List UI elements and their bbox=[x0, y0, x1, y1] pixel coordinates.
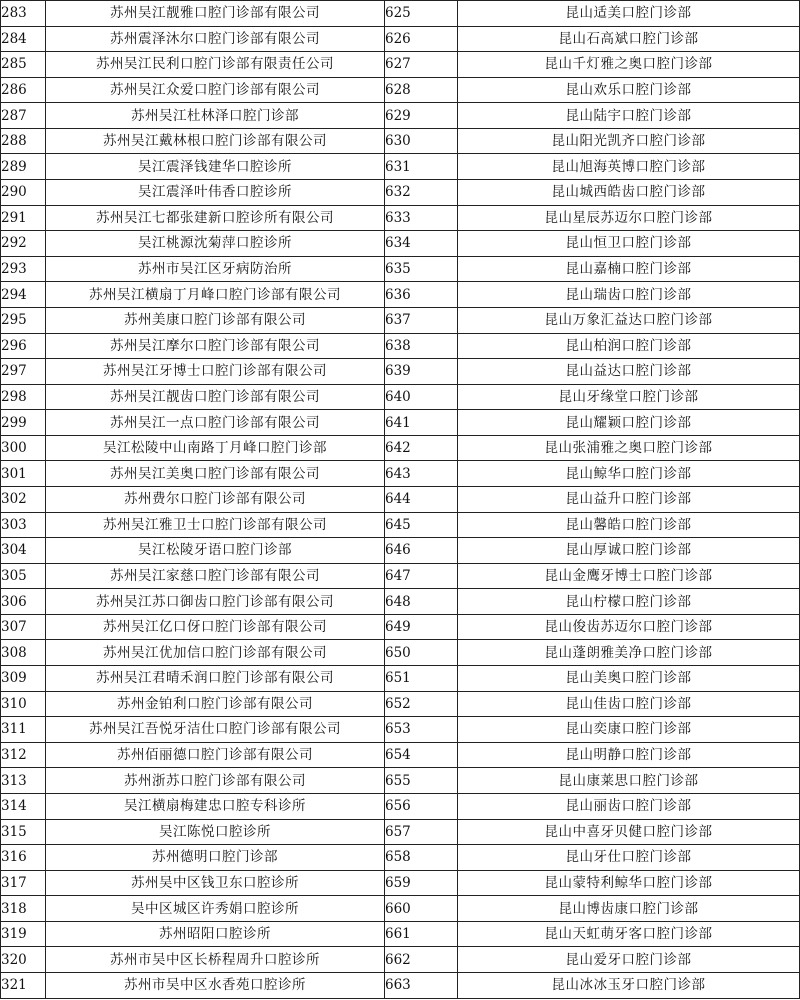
clinic-name-left: 吴江震泽叶伟香口腔诊所 bbox=[46, 180, 385, 206]
clinic-name-left: 苏州吴江戴林根口腔门诊部有限公司 bbox=[46, 128, 385, 154]
row-number-left: 321 bbox=[1, 972, 46, 998]
table-row bbox=[1, 256, 800, 282]
table-row bbox=[1, 538, 800, 564]
row-number-right: 654 bbox=[385, 742, 458, 768]
clinic-name-left: 苏州德明口腔门诊部 bbox=[46, 845, 385, 871]
row-number-right: 631 bbox=[385, 154, 458, 180]
row-number-right: 642 bbox=[385, 435, 458, 461]
row-number-left: 296 bbox=[1, 333, 46, 359]
row-number-right: 643 bbox=[385, 461, 458, 487]
row-number-right: 627 bbox=[385, 52, 458, 78]
table-row bbox=[1, 845, 800, 871]
row-number-left: 297 bbox=[1, 359, 46, 385]
table-row bbox=[1, 563, 800, 589]
table-row bbox=[1, 691, 800, 717]
clinic-name-right: 昆山爱牙口腔门诊部 bbox=[458, 947, 800, 973]
row-number-right: 659 bbox=[385, 870, 458, 896]
clinic-name-right: 昆山嘉楠口腔门诊部 bbox=[458, 256, 800, 282]
clinic-name-right: 昆山俊齿苏迈尔口腔门诊部 bbox=[458, 614, 800, 640]
table-row bbox=[1, 819, 800, 845]
clinic-name-left: 苏州金铂利口腔门诊部有限公司 bbox=[46, 691, 385, 717]
table-row bbox=[1, 180, 800, 206]
table-row bbox=[1, 77, 800, 103]
row-number-right: 636 bbox=[385, 282, 458, 308]
row-number-left: 313 bbox=[1, 768, 46, 794]
clinic-name-left: 吴中区城区许秀娟口腔诊所 bbox=[46, 896, 385, 922]
clinic-name-right: 昆山欢乐口腔门诊部 bbox=[458, 77, 800, 103]
clinic-name-right: 昆山万象汇益达口腔门诊部 bbox=[458, 307, 800, 333]
row-number-right: 655 bbox=[385, 768, 458, 794]
table-row bbox=[1, 384, 800, 410]
clinic-name-right: 昆山星辰苏迈尔口腔门诊部 bbox=[458, 205, 800, 231]
row-number-right: 626 bbox=[385, 26, 458, 52]
table-row bbox=[1, 154, 800, 180]
row-number-right: 660 bbox=[385, 896, 458, 922]
row-number-right: 635 bbox=[385, 256, 458, 282]
clinic-name-left: 苏州吴江牙博士口腔门诊部有限公司 bbox=[46, 359, 385, 385]
row-number-right: 662 bbox=[385, 947, 458, 973]
clinic-name-right: 昆山鲸华口腔门诊部 bbox=[458, 461, 800, 487]
row-number-right: 649 bbox=[385, 614, 458, 640]
table-row bbox=[1, 640, 800, 666]
clinic-name-left: 苏州昭阳口腔诊所 bbox=[46, 921, 385, 947]
table-row bbox=[1, 614, 800, 640]
row-number-left: 310 bbox=[1, 691, 46, 717]
row-number-right: 625 bbox=[385, 1, 458, 27]
clinic-name-left: 苏州费尔口腔门诊部有限公司 bbox=[46, 486, 385, 512]
row-number-left: 295 bbox=[1, 307, 46, 333]
clinic-name-left: 吴江震泽钱建华口腔诊所 bbox=[46, 154, 385, 180]
table-row bbox=[1, 921, 800, 947]
row-number-right: 648 bbox=[385, 589, 458, 615]
clinic-name-right: 昆山恒卫口腔门诊部 bbox=[458, 231, 800, 257]
clinic-name-left: 吴江陈悦口腔诊所 bbox=[46, 819, 385, 845]
clinic-name-right: 昆山厚诚口腔门诊部 bbox=[458, 538, 800, 564]
table-row bbox=[1, 589, 800, 615]
row-number-left: 301 bbox=[1, 461, 46, 487]
clinic-name-left: 苏州吴江众爱口腔门诊部有限公司 bbox=[46, 77, 385, 103]
row-number-left: 320 bbox=[1, 947, 46, 973]
clinic-name-right: 昆山益升口腔门诊部 bbox=[458, 486, 800, 512]
clinic-name-left: 苏州吴江美奥口腔门诊部有限公司 bbox=[46, 461, 385, 487]
clinic-name-left: 苏州吴江摩尔口腔门诊部有限公司 bbox=[46, 333, 385, 359]
clinic-name-left: 苏州市吴中区水香苑口腔诊所 bbox=[46, 972, 385, 998]
clinic-name-right: 昆山旭海英博口腔门诊部 bbox=[458, 154, 800, 180]
row-number-left: 317 bbox=[1, 870, 46, 896]
row-number-right: 653 bbox=[385, 717, 458, 743]
row-number-left: 308 bbox=[1, 640, 46, 666]
row-number-right: 651 bbox=[385, 666, 458, 692]
clinic-name-right: 昆山益达口腔门诊部 bbox=[458, 359, 800, 385]
row-number-right: 663 bbox=[385, 972, 458, 998]
row-number-right: 652 bbox=[385, 691, 458, 717]
row-number-left: 302 bbox=[1, 486, 46, 512]
clinic-name-left: 苏州吴江君晴禾润口腔门诊部有限公司 bbox=[46, 666, 385, 692]
row-number-right: 628 bbox=[385, 77, 458, 103]
clinic-name-right: 昆山蓬朗雅美净口腔门诊部 bbox=[458, 640, 800, 666]
clinic-name-right: 昆山美奥口腔门诊部 bbox=[458, 666, 800, 692]
clinic-name-left: 苏州吴江靓雅口腔门诊部有限公司 bbox=[46, 1, 385, 27]
clinic-name-right: 昆山蒙特利鲸华口腔门诊部 bbox=[458, 870, 800, 896]
row-number-right: 630 bbox=[385, 128, 458, 154]
row-number-right: 657 bbox=[385, 819, 458, 845]
row-number-left: 288 bbox=[1, 128, 46, 154]
table-row bbox=[1, 410, 800, 436]
row-number-left: 294 bbox=[1, 282, 46, 308]
clinic-name-right: 昆山瑞齿口腔门诊部 bbox=[458, 282, 800, 308]
table-row bbox=[1, 486, 800, 512]
row-number-left: 318 bbox=[1, 896, 46, 922]
row-number-left: 289 bbox=[1, 154, 46, 180]
row-number-left: 311 bbox=[1, 717, 46, 743]
row-number-left: 304 bbox=[1, 538, 46, 564]
row-number-right: 629 bbox=[385, 103, 458, 129]
table-row bbox=[1, 870, 800, 896]
table-row bbox=[1, 896, 800, 922]
clinic-name-right: 昆山阳光凯齐口腔门诊部 bbox=[458, 128, 800, 154]
clinic-name-left: 苏州吴江靓齿口腔门诊部有限公司 bbox=[46, 384, 385, 410]
row-number-right: 661 bbox=[385, 921, 458, 947]
row-number-left: 315 bbox=[1, 819, 46, 845]
row-number-right: 645 bbox=[385, 512, 458, 538]
row-number-left: 299 bbox=[1, 410, 46, 436]
clinic-name-left: 苏州佰丽德口腔门诊部有限公司 bbox=[46, 742, 385, 768]
clinic-name-left: 苏州美康口腔门诊部有限公司 bbox=[46, 307, 385, 333]
table-row bbox=[1, 231, 800, 257]
clinic-list-body bbox=[1, 1, 800, 999]
clinic-name-left: 苏州吴江家慈口腔门诊部有限公司 bbox=[46, 563, 385, 589]
row-number-left: 293 bbox=[1, 256, 46, 282]
clinic-name-left: 苏州吴江苏口御齿口腔门诊部有限公司 bbox=[46, 589, 385, 615]
clinic-name-left: 吴江松陵中山南路丁月峰口腔门诊部 bbox=[46, 435, 385, 461]
clinic-name-right: 昆山城西皓齿口腔门诊部 bbox=[458, 180, 800, 206]
clinic-name-left: 苏州吴江雅卫士口腔门诊部有限公司 bbox=[46, 512, 385, 538]
clinic-name-right: 昆山张浦雅之奥口腔门诊部 bbox=[458, 435, 800, 461]
clinic-name-left: 苏州吴中区钱卫东口腔诊所 bbox=[46, 870, 385, 896]
row-number-right: 638 bbox=[385, 333, 458, 359]
clinic-name-left: 苏州吴江吾悦牙洁仕口腔门诊部有限公司 bbox=[46, 717, 385, 743]
table-row bbox=[1, 717, 800, 743]
clinic-name-right: 昆山陆宇口腔门诊部 bbox=[458, 103, 800, 129]
clinic-name-left: 苏州吴江亿口伢口腔门诊部有限公司 bbox=[46, 614, 385, 640]
clinic-name-left: 吴江横扇梅建忠口腔专科诊所 bbox=[46, 793, 385, 819]
clinic-name-right: 昆山千灯雅之奥口腔门诊部 bbox=[458, 52, 800, 78]
table-row bbox=[1, 128, 800, 154]
row-number-left: 314 bbox=[1, 793, 46, 819]
row-number-right: 647 bbox=[385, 563, 458, 589]
row-number-right: 658 bbox=[385, 845, 458, 871]
row-number-right: 632 bbox=[385, 180, 458, 206]
row-number-right: 637 bbox=[385, 307, 458, 333]
clinic-name-right: 昆山奕康口腔门诊部 bbox=[458, 717, 800, 743]
clinic-name-left: 吴江松陵牙语口腔门诊部 bbox=[46, 538, 385, 564]
clinic-name-right: 昆山耀颖口腔门诊部 bbox=[458, 410, 800, 436]
clinic-name-right: 昆山石高斌口腔门诊部 bbox=[458, 26, 800, 52]
table-row bbox=[1, 26, 800, 52]
row-number-left: 283 bbox=[1, 1, 46, 27]
clinic-name-left: 苏州吴江民利口腔门诊部有限责任公司 bbox=[46, 52, 385, 78]
row-number-right: 650 bbox=[385, 640, 458, 666]
row-number-left: 316 bbox=[1, 845, 46, 871]
table-row bbox=[1, 282, 800, 308]
row-number-left: 292 bbox=[1, 231, 46, 257]
clinic-name-right: 昆山柏润口腔门诊部 bbox=[458, 333, 800, 359]
row-number-right: 633 bbox=[385, 205, 458, 231]
table-row bbox=[1, 793, 800, 819]
clinic-name-left: 苏州吴江横扇丁月峰口腔门诊部有限公司 bbox=[46, 282, 385, 308]
table-row bbox=[1, 461, 800, 487]
row-number-right: 656 bbox=[385, 793, 458, 819]
clinic-name-left: 苏州浙苏口腔门诊部有限公司 bbox=[46, 768, 385, 794]
row-number-left: 290 bbox=[1, 180, 46, 206]
clinic-name-left: 苏州震泽沐尔口腔门诊部有限公司 bbox=[46, 26, 385, 52]
clinic-name-left: 苏州市吴中区长桥程周升口腔诊所 bbox=[46, 947, 385, 973]
clinic-name-right: 昆山明静口腔门诊部 bbox=[458, 742, 800, 768]
clinic-name-right: 昆山馨皓口腔门诊部 bbox=[458, 512, 800, 538]
clinic-name-left: 苏州吴江优加信口腔门诊部有限公司 bbox=[46, 640, 385, 666]
table-row bbox=[1, 1, 800, 27]
row-number-left: 303 bbox=[1, 512, 46, 538]
table-row bbox=[1, 333, 800, 359]
row-number-left: 309 bbox=[1, 666, 46, 692]
clinic-name-right: 昆山金鹰牙博士口腔门诊部 bbox=[458, 563, 800, 589]
clinic-name-left: 苏州吴江七都张建新口腔诊所有限公司 bbox=[46, 205, 385, 231]
table-row bbox=[1, 742, 800, 768]
row-number-right: 639 bbox=[385, 359, 458, 385]
row-number-left: 306 bbox=[1, 589, 46, 615]
table-row bbox=[1, 666, 800, 692]
row-number-left: 307 bbox=[1, 614, 46, 640]
row-number-left: 287 bbox=[1, 103, 46, 129]
clinic-name-right: 昆山牙仕口腔门诊部 bbox=[458, 845, 800, 871]
row-number-left: 291 bbox=[1, 205, 46, 231]
clinic-name-left: 苏州吴江一点口腔门诊部有限公司 bbox=[46, 410, 385, 436]
table-row bbox=[1, 947, 800, 973]
row-number-right: 634 bbox=[385, 231, 458, 257]
row-number-left: 284 bbox=[1, 26, 46, 52]
clinic-name-right: 昆山天虹萌牙客口腔门诊部 bbox=[458, 921, 800, 947]
row-number-left: 305 bbox=[1, 563, 46, 589]
row-number-right: 640 bbox=[385, 384, 458, 410]
table-row bbox=[1, 435, 800, 461]
table-row bbox=[1, 205, 800, 231]
clinic-name-left: 吴江桃源沈菊萍口腔诊所 bbox=[46, 231, 385, 257]
table-row bbox=[1, 972, 800, 998]
clinic-name-right: 昆山适美口腔门诊部 bbox=[458, 1, 800, 27]
row-number-left: 286 bbox=[1, 77, 46, 103]
clinic-name-right: 昆山丽齿口腔门诊部 bbox=[458, 793, 800, 819]
row-number-left: 319 bbox=[1, 921, 46, 947]
table-row bbox=[1, 307, 800, 333]
row-number-right: 641 bbox=[385, 410, 458, 436]
clinic-name-right: 昆山博齿康口腔门诊部 bbox=[458, 896, 800, 922]
clinic-name-right: 昆山柠檬口腔门诊部 bbox=[458, 589, 800, 615]
row-number-right: 644 bbox=[385, 486, 458, 512]
clinic-name-right: 昆山冰冰玉牙口腔门诊部 bbox=[458, 972, 800, 998]
row-number-left: 312 bbox=[1, 742, 46, 768]
clinic-name-right: 昆山中喜牙贝健口腔门诊部 bbox=[458, 819, 800, 845]
row-number-left: 285 bbox=[1, 52, 46, 78]
table-row bbox=[1, 103, 800, 129]
clinic-name-right: 昆山牙缘堂口腔门诊部 bbox=[458, 384, 800, 410]
table-row bbox=[1, 52, 800, 78]
table-row bbox=[1, 512, 800, 538]
table-row bbox=[1, 359, 800, 385]
row-number-left: 300 bbox=[1, 435, 46, 461]
clinic-name-right: 昆山康莱思口腔门诊部 bbox=[458, 768, 800, 794]
row-number-left: 298 bbox=[1, 384, 46, 410]
table-row bbox=[1, 768, 800, 794]
row-number-right: 646 bbox=[385, 538, 458, 564]
clinic-name-left: 苏州吴江杜林泽口腔门诊部 bbox=[46, 103, 385, 129]
clinic-name-left: 苏州市吴江区牙病防治所 bbox=[46, 256, 385, 282]
clinic-name-right: 昆山佳齿口腔门诊部 bbox=[458, 691, 800, 717]
